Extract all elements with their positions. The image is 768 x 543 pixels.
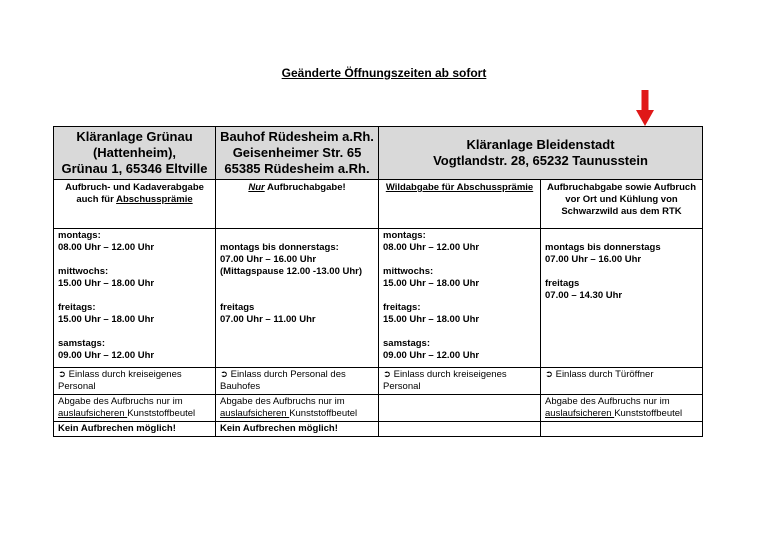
note-col1: Kein Aufbrechen möglich! [54, 422, 216, 437]
entry-row [54, 368, 703, 395]
note-col2: Kein Aufbrechen möglich! [216, 422, 379, 437]
header-bauhof-ruedesheim: Bauhof Rüdesheim a.Rh. Geisenheimer Str. 65 65385 Rüdesheim a.Rh. [216, 127, 379, 180]
header-klaeranlage-bleidenstadt: Kläranlage Bleidenstadt Vogtlandstr. 28, 65232 Taunusstein [379, 127, 703, 180]
header-klaeranlage-gruenau: Kläranlage Grünau (Hattenheim), Grünau 1, 65346 Eltville [54, 127, 216, 180]
subheader-row [54, 180, 703, 229]
sub-col2: Nur Aufbruchabgabe! [216, 180, 379, 229]
entry-col4: ➲ Einlass durch Türöffner [541, 368, 703, 395]
bag-row [54, 395, 703, 422]
bag-col2: Abgabe des Aufbruchs nur im auslaufsicheren Kunststoffbeutel [216, 395, 379, 422]
bag-col4: Abgabe des Aufbruchs nur im auslaufsicheren Kunststoffbeutel [541, 395, 703, 422]
times-col4: montags bis donnerstags 07.00 Uhr – 16.00 Uhr freitags 07.00 – 14.30 Uhr [541, 229, 703, 368]
bag-col3 [379, 395, 541, 422]
circle-arrow-right-icon: ➲ [383, 369, 391, 380]
times-row [54, 229, 703, 368]
times-col1: montags: 08.00 Uhr – 12.00 Uhr mittwochs: 15.00 Uhr – 18.00 Uhr freitags: 15.00 Uhr – 18.00 Uhr samstags: 09.00 Uhr – 12.00 Uhr [54, 229, 216, 368]
header-row [54, 127, 703, 180]
arrow-down-icon [636, 90, 654, 126]
circle-arrow-right-icon: ➲ [58, 369, 66, 380]
sub-col4: Aufbruchabgabe sowie Aufbruch vor Ort und Kühlung von Schwarzwild aus dem RTK [541, 180, 703, 229]
note-col4 [541, 422, 703, 437]
page-title: Geänderte Öffnungszeiten ab sofort [281, 66, 487, 80]
bag-col1: Abgabe des Aufbruchs nur im auslaufsicheren Kunststoffbeutel [54, 395, 216, 422]
circle-arrow-right-icon: ➲ [220, 369, 228, 380]
opening-hours-table [53, 126, 703, 437]
circle-arrow-right-icon: ➲ [545, 369, 553, 380]
times-col2: montags bis donnerstags: 07.00 Uhr – 16.00 Uhr (Mittagspause 12.00 -13.00 Uhr) freitags 07.00 Uhr – 11.00 Uhr [216, 229, 379, 368]
note-col3 [379, 422, 541, 437]
entry-col1: ➲ Einlass durch kreiseigenes Personal [54, 368, 216, 395]
entry-col3: ➲ Einlass durch kreiseigenes Personal [379, 368, 541, 395]
sub-col1: Aufbruch- und Kadaverabgabe auch für Abschussprämie [54, 180, 216, 229]
sub-col3: Wildabgabe für Abschussprämie [379, 180, 541, 229]
note-row [54, 422, 703, 437]
entry-col2: ➲ Einlass durch Personal des Bauhofes [216, 368, 379, 395]
times-col3: montags: 08.00 Uhr – 12.00 Uhr mittwochs: 15.00 Uhr – 18.00 Uhr freitags: 15.00 Uhr – 18.00 Uhr samstags: 09.00 Uhr – 12.00 Uhr [379, 229, 541, 368]
